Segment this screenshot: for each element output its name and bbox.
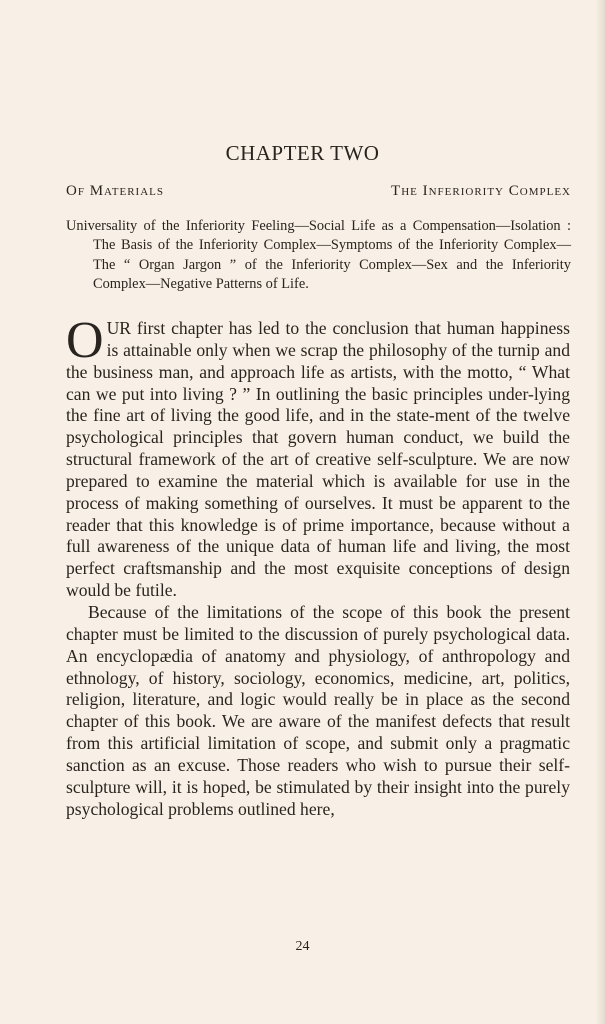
chapter-title: CHAPTER TWO xyxy=(225,141,380,165)
page-number: 24 xyxy=(295,939,310,954)
running-head-right: The Inferiority Complex xyxy=(391,183,571,199)
paragraph-1 xyxy=(66,312,570,602)
paragraph-2: Because of the limitations of the scope of this book the present chapter must be limited to the discussion of purely psychological data. An encyclopædia of anatomy and physiology, of anthropology and ethnology, of history, sociology, economics, medicine, art, politics, religion, literature, and logic would really be in place as the second chapter of this book. We are aware of the manifest defects that result from this artificial limitation of scope, and submit only a pragmatic sanction as an excuse. Those readers who wish to pursue their self-sculpture will, it is hoped, be stimulated by their insight into the purely psychological problems outlined here, xyxy=(66,601,570,819)
running-head-left: Of Materials xyxy=(66,183,164,199)
drop-cap: O xyxy=(66,312,104,369)
paragraph-1-text: UR first chapter has led to the conclusion that human happiness is attainable only when we scrap the philosophy of the turnip and the business man, and approach life as artists, with the motto, “ What can we put into living ? ” In outlining the basic principles under-lying the fine art of living the good life, and in the state-ment of the twelve psychological principles that govern human conduct, we build the structural framework of the art of creative self-sculpture. We are now prepared to examine the material which is available for use in the process of making something of ourselves. It must be apparent to the reader that this knowledge is of prime importance, because without a full awareness of the unique data of human life and living, the most perfect craftsmanship and the most exquisite conceptions of design would be futile. xyxy=(66,318,570,601)
chapter-synopsis: Universality of the Inferiority Feeling—Social Life as a Compensation—Isolation : The Basis of the Inferiority Complex—Symptoms of the Inferiority Complex—The “ Organ Jargon ” of the Inferiority Complex—Sex and the Inferiority Complex—Negative Patterns of Life. xyxy=(66,218,571,293)
body-text xyxy=(66,312,570,820)
